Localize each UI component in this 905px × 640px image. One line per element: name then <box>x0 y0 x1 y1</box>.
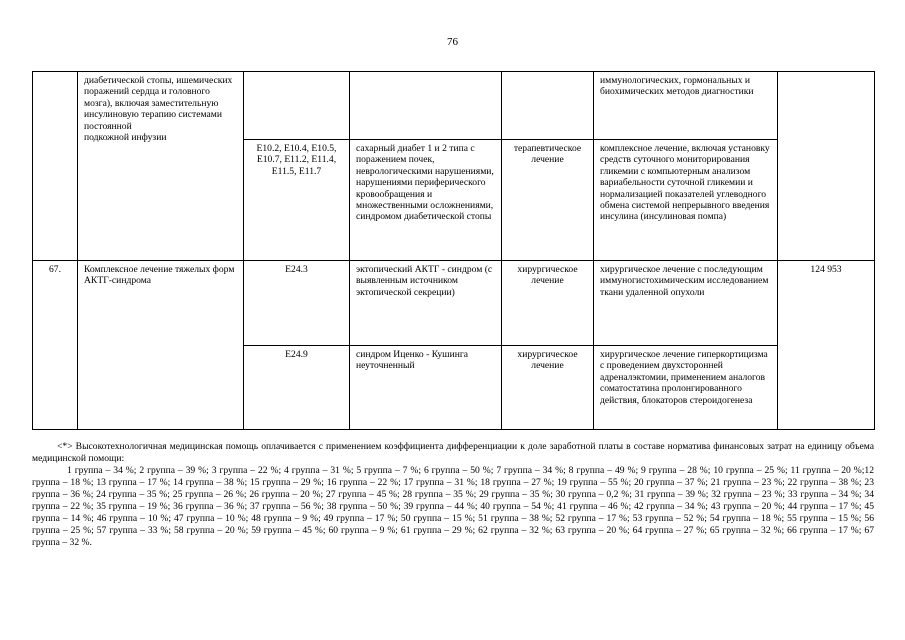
table-row <box>33 261 875 346</box>
page-number: 76 <box>447 36 458 48</box>
footnote-lead: <*> Высокотехнологичная медицинская помощь оплачивается с применением коэффициента дифференциации к доле заработной платы в составе норматива финансовых затрат на единицу объема медицинской помощи: <box>32 441 874 464</box>
footnote <box>32 441 874 549</box>
cell-treatment-type <box>502 72 594 140</box>
cell-price: 124 953 <box>778 261 875 430</box>
cell-patient-model: эктопический АКТГ - синдром (с выявленным источником эктопической секреции) <box>350 261 502 346</box>
cell-price <box>778 72 875 261</box>
cell-treatment-type: хирургическое лечение <box>502 346 594 430</box>
cell-icd-codes: E24.3 <box>244 261 350 346</box>
cell-icd-codes: E10.2, E10.4, E10.5, E10.7, E11.2, E11.4, E11.5, E11.7 <box>244 140 350 261</box>
cell-treatment-method: комплексное лечение, включая установку средств суточного мониторирования гликемии с компьютерным анализом вариабельности суточной гликемии и нормализацией показателей углеводного обмена системой непрерывного введения инсулина (инсулиновая помпа) <box>594 140 778 261</box>
care-name-text: диабетической стопы, ишемических поражений сердца и головного мозга), включая заместительную инсулиновую терапию системами постоянной <box>84 75 233 132</box>
cell-icd-codes <box>244 72 350 140</box>
cell-patient-model: сахарный диабет 1 и 2 типа с поражением почек, неврологическими нарушениями, нарушениями периферического кровообращения и множественными осложнениями, синдромом диабетической стопы <box>350 140 502 261</box>
cell-treatment-method: иммунологических, гормональных и биохимических методов диагностики <box>594 72 778 140</box>
cell-treatment-type: хирургическое лечение <box>502 261 594 346</box>
footnote-groups: 1 группа – 34 %; 2 группа – 39 %; 3 группа – 22 %; 4 группа – 31 %; 5 группа – 7 %; 6 группа – 50 %; 7 группа – 34 %; 8 группа – 49 %; 9 группа – 28 %; 10 группа – 25 %; 11 группа – 20 %;12 группа – 18 %; 13 группа – 17 %; 14 группа – 38 %; 15 группа – 29 %; 16 группа – 22 %; 17 группа – 31 %; 18 группа – 27 %; 19 группа – 55 %; 20 группа – 37 %; 21 группа – 23 %; 22 группа – 38 %; 23 группа – 36 %; 24 группа – 35 %; 25 группа – 26 %; 26 группа – 20 %; 27 группа – 45 %; 28 группа – 35 %; 29 группа – 35 %; 30 группа – 0,2 %; 31 группа – 39 %; 32 группа – 23 %; 33 группа – 34 %; 34 группа – 22 %; 35 группа – 19 %; 36 группа – 36 %; 37 группа – 56 %; 38 группа – 50 %; 39 группа – 44 %; 40 группа – 54 %; 41 группа – 46 %; 42 группа – 34 %; 43 группа – 20 %; 44 группа – 17 %; 45 группа – 14 %; 46 группа – 10 %; 47 группа – 10 %; 48 группа – 9 %; 49 группа – 17 %; 50 группа – 15 %; 51 группа – 38 %; 52 группа – 17 %; 53 группа – 52 %; 54 группа – 18 %; 55 группа – 15 %; 56 группа – 25 %; 57 группа – 33 %; 58 группа – 20 %; 59 группа – 45 %; 60 группа – 9 %; 61 группа – 29 %; 62 группа – 32 %; 63 группа – 20 %; 64 группа – 27 %; 65 группа – 32 %; 66 группа – 17 %; 67 группа – 32 %. <box>32 465 874 548</box>
cell-number <box>33 72 78 261</box>
cell-number: 67. <box>33 261 78 430</box>
cell-care-name: Комплексное лечение тяжелых форм АКТГ-синдрома <box>78 261 244 430</box>
cell-treatment-method: хирургическое лечение гиперкортицизма с проведением двухсторонней адреналэктомии, применением аналогов соматостатина пролонгированного действия, блокаторов стероидогенеза <box>594 346 778 430</box>
cell-patient-model: синдром Иценко - Кушинга неуточненный <box>350 346 502 430</box>
care-name-text-cont: подкожной инфузии <box>84 132 167 144</box>
cell-treatment-type: терапевтическое лечение <box>502 140 594 261</box>
cell-treatment-method: хирургическое лечение с последующим иммуногистохимическим исследованием ткани удаленной опухоли <box>594 261 778 346</box>
table-row <box>33 72 875 140</box>
cell-icd-codes: E24.9 <box>244 346 350 430</box>
cell-care-name <box>78 72 244 261</box>
vmp-table <box>32 71 875 430</box>
cell-patient-model <box>350 72 502 140</box>
